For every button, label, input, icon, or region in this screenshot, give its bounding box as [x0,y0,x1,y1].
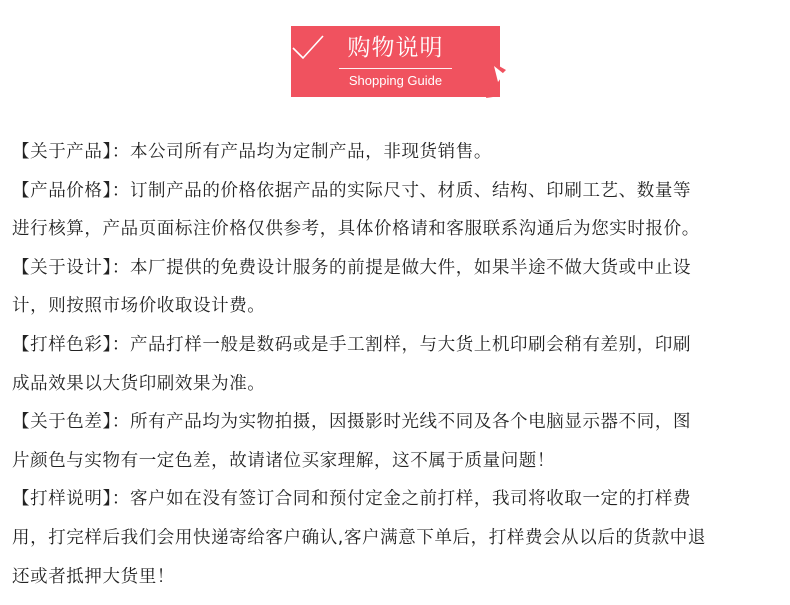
text-line: 计，则按照市场价收取设计费。 [12,296,266,317]
text-line: 【产品价格】：订制产品的价格依据产品的实际尺寸、材质、结构、印刷工艺、数量等 [12,180,692,201]
text-line: 片颜色与实物有一定色差，故请诸位买家理解，这不属于质量问题！ [12,450,555,471]
shard-decoration-icon [480,40,510,102]
text-line: 【打样色彩】：产品打样一般是数码或是手工割样，与大货上机印刷会稍有差别，印刷 [12,334,692,355]
text-line: 用，打完样后我们会用快递寄给客户确认,客户满意下单后，打样费会从以后的货款中退 [12,527,706,548]
text-line: 【关于产品】：本公司所有产品均为定制产品，非现货销售。 [12,142,492,162]
text-line: 【关于色差】：所有产品均为实物拍摄，因摄影时光线不同及各个电脑显示器不同，图 [12,412,692,433]
banner-title: 购物说明 [347,35,444,61]
text-line: 【关于设计】：本厂提供的免费设计服务的前提是做大件，如果半途不做大货或中止设 [12,257,692,278]
text-line: 【打样说明】：客户如在没有签订合同和预付定金之前打样，我司将收取一定的打样费 [12,489,692,510]
text-line: 还或者抵押大货里！ [12,566,175,587]
chevron-decoration-icon [291,26,331,66]
shopping-guide-text [12,133,782,596]
text-line: 进行核算，产品页面标注价格仅供参考，具体价格请和客服联系沟通后为您实时报价。 [12,219,700,240]
text-line: 成品效果以大货印刷效果为准。 [12,373,266,394]
banner-divider [339,68,452,69]
banner-subtitle: Shopping Guide [348,73,443,88]
